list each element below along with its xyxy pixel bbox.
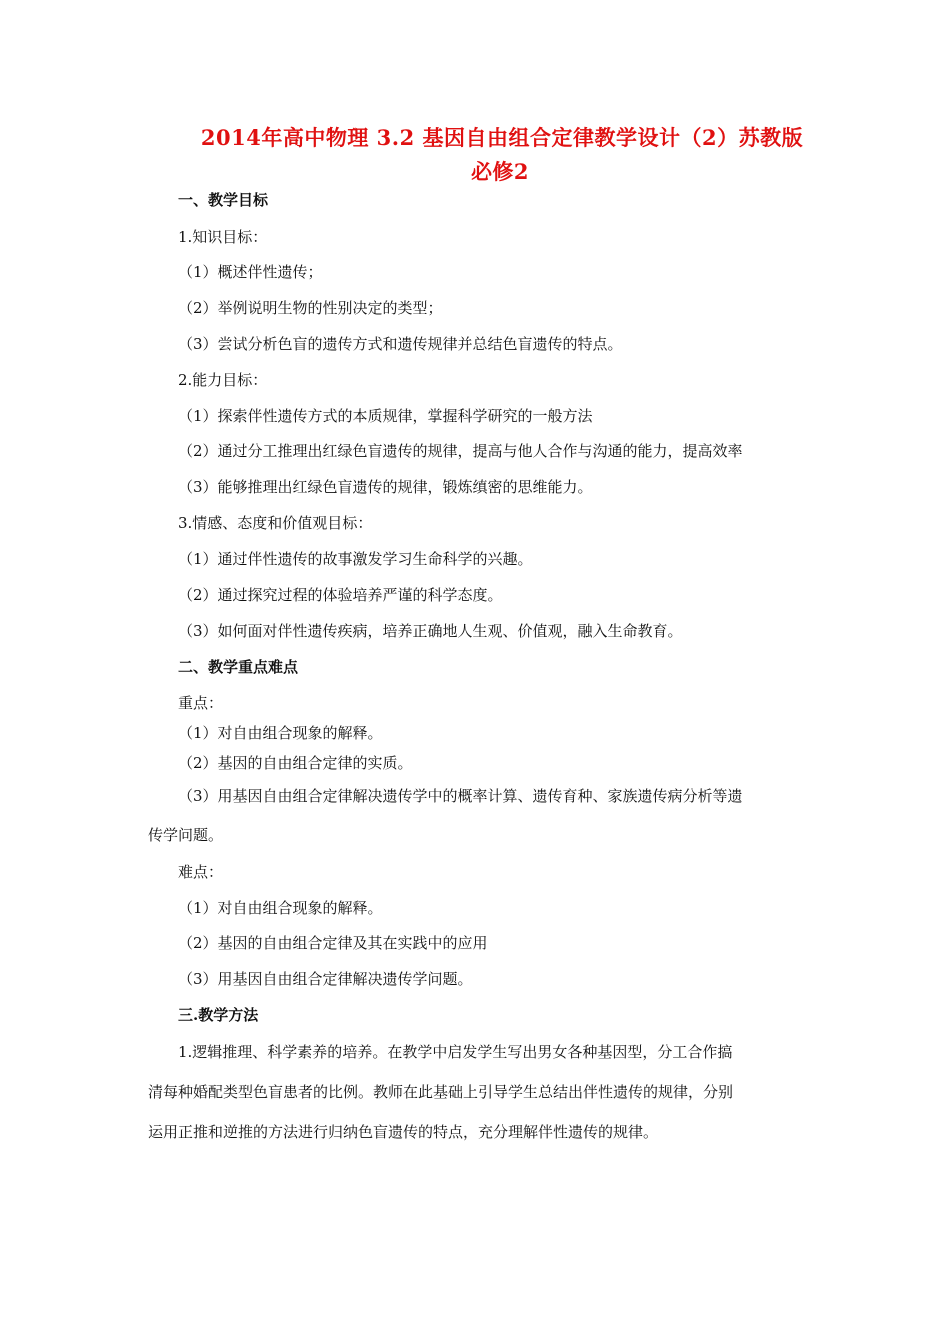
document-title-line-1: 2014年高中物理 3.2 基因自由组合定律教学设计（2）苏教版 [200, 125, 804, 150]
methods-paragraph-line: 清每种婚配类型色盲患者的比例。教师在此基础上引导学生总结出伴性遗传的规律，分别 [148, 1083, 734, 1101]
difficulty-label: 难点： [178, 863, 224, 881]
ability-goal-item: （3）能够推理出红绿色盲遗传的规律，锻炼缜密的思维能力。 [178, 478, 593, 496]
difficulty-item: （2）基因的自由组合定律及其在实践中的应用 [178, 934, 488, 952]
knowledge-goal-item: （1）概述伴性遗传； [178, 263, 323, 281]
emotion-goal-label: 3.情感、态度和价值观目标： [178, 514, 373, 532]
knowledge-goal-item: （3）尝试分析色盲的遗传方式和遗传规律并总结色盲遗传的特点。 [178, 335, 623, 353]
emotion-goal-item: （1）通过伴性遗传的故事激发学习生命科学的兴趣。 [178, 550, 533, 568]
knowledge-goal-item: （2）举例说明生物的性别决定的类型； [178, 299, 443, 317]
methods-paragraph-line: 运用正推和逆推的方法进行归纳色盲遗传的特点，充分理解伴性遗传的规律。 [148, 1123, 659, 1141]
section-heading-key-points: 二、教学重点难点 [178, 658, 299, 676]
emotion-goal-item: （3）如何面对伴性遗传疾病，培养正确地人生观、价值观，融入生命教育。 [178, 622, 683, 640]
key-point-item: （3）用基因自由组合定律解决遗传学中的概率计算、遗传育种、家族遗传病分析等遗 [178, 787, 743, 805]
key-point-item: （2）基因的自由组合定律的实质。 [178, 754, 413, 772]
methods-paragraph-line: 1.逻辑推理、科学素养的培养。在教学中启发学生写出男女各种基因型，分工合作搞 [178, 1043, 733, 1061]
ability-goal-label: 2.能力目标： [178, 371, 268, 389]
ability-goal-item: （2）通过分工推理出红绿色盲遗传的规律，提高与他人合作与沟通的能力，提高效率 [178, 442, 743, 460]
document-title-line-2: 必修2 [470, 159, 530, 184]
difficulty-item: （1）对自由组合现象的解释。 [178, 899, 383, 917]
knowledge-goal-label: 1.知识目标： [178, 228, 268, 246]
emotion-goal-item: （2）通过探究过程的体验培养严谨的科学态度。 [178, 586, 503, 604]
key-points-label: 重点： [178, 694, 224, 712]
ability-goal-item: （1）探索伴性遗传方式的本质规律，掌握科学研究的一般方法 [178, 407, 593, 425]
key-point-item: （1）对自由组合现象的解释。 [178, 724, 383, 742]
section-heading-methods: 三.教学方法 [178, 1006, 259, 1024]
key-point-item-continuation: 传学问题。 [148, 826, 224, 844]
difficulty-item: （3）用基因自由组合定律解决遗传学问题。 [178, 970, 473, 988]
section-heading-objectives: 一、教学目标 [178, 191, 269, 209]
